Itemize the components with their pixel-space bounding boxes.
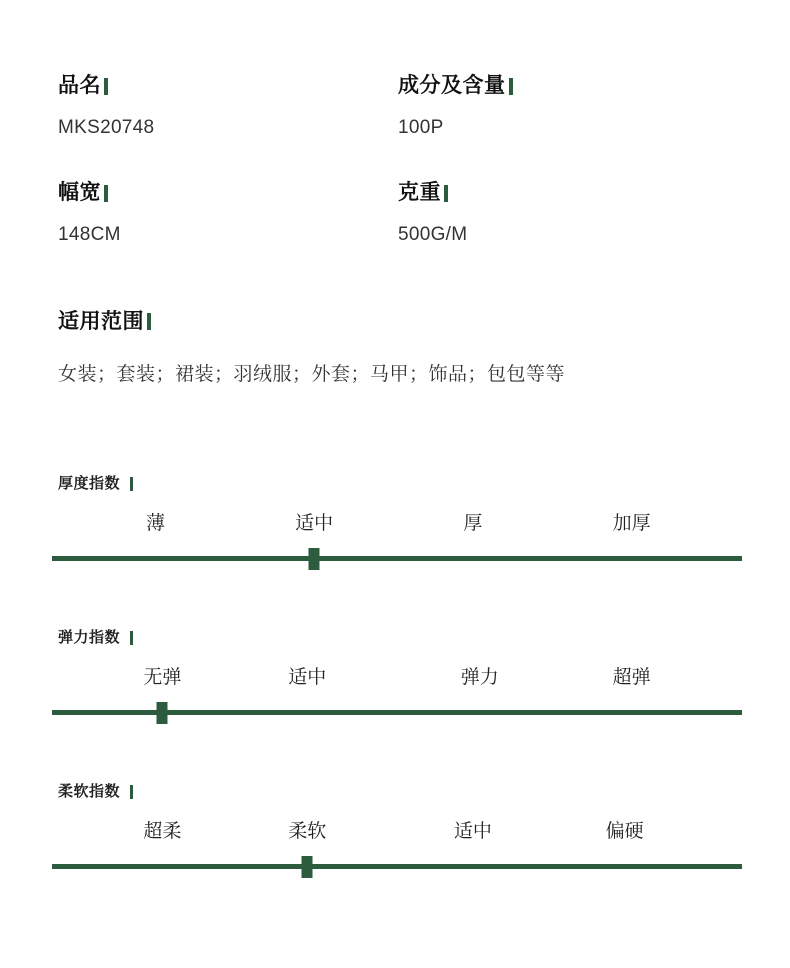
scale-labels [52, 662, 742, 696]
spec-row [58, 179, 738, 248]
scale-marker[interactable] [157, 702, 168, 724]
scale-option[interactable]: 厚 [463, 513, 483, 534]
spec-label [398, 179, 738, 206]
spec-cell-composition [398, 72, 738, 141]
spec-value: 148CM [58, 224, 121, 246]
accent-bar-icon [104, 185, 108, 202]
scale-option[interactable]: 适中 [288, 667, 327, 688]
index-scale [52, 662, 742, 742]
index-scale [52, 816, 742, 896]
spec-value: 500G/M [398, 224, 468, 246]
spec-label-text: 成分及含量 [398, 74, 506, 97]
spec-label [58, 179, 398, 206]
spec-grid [58, 72, 738, 286]
scale-option[interactable]: 薄 [145, 513, 166, 534]
scale-track[interactable] [52, 556, 742, 561]
scale-option[interactable]: 适中 [295, 513, 334, 534]
spec-label-text: 克重 [398, 180, 441, 204]
spec-cell-name [58, 72, 398, 141]
index-sections [0, 462, 790, 924]
usage-text: 女装；套装；裙装；羽绒服；外套；马甲；饰品；包包等等 [58, 364, 566, 385]
index-title-text: 柔软指数 [58, 783, 121, 800]
scale-option[interactable]: 偏硬 [605, 821, 644, 842]
accent-bar-icon [130, 477, 133, 491]
index-block-softness [0, 770, 790, 924]
index-title [58, 472, 133, 493]
usage-label [58, 305, 758, 335]
index-block-elasticity [0, 616, 790, 770]
scale-marker[interactable] [302, 856, 313, 878]
spec-cell-weight [398, 179, 738, 248]
scale-option[interactable]: 无弹 [143, 667, 182, 688]
scale-marker[interactable] [309, 548, 320, 570]
index-title [58, 780, 133, 801]
accent-bar-icon [509, 78, 513, 95]
accent-bar-icon [130, 631, 133, 645]
scale-option[interactable]: 超柔 [143, 821, 182, 842]
spec-label-text: 品名 [58, 74, 101, 97]
scale-option[interactable]: 柔软 [288, 821, 327, 842]
accent-bar-icon [147, 313, 151, 330]
spec-value: MKS20748 [58, 117, 155, 139]
index-scale [52, 508, 742, 588]
scale-option[interactable]: 加厚 [612, 513, 651, 534]
spec-label [398, 72, 738, 99]
usage-section [58, 305, 758, 386]
scale-labels [52, 816, 742, 850]
scale-option[interactable]: 适中 [453, 821, 492, 842]
spec-label [58, 72, 398, 99]
spec-cell-width [58, 179, 398, 248]
accent-bar-icon [444, 185, 448, 202]
index-title [58, 626, 133, 647]
scale-option[interactable]: 弹力 [460, 667, 499, 688]
spec-row [58, 72, 738, 141]
scale-labels [52, 508, 742, 542]
scale-track[interactable] [52, 710, 742, 715]
spec-value: 100P [398, 117, 444, 139]
accent-bar-icon [104, 78, 108, 95]
scale-track[interactable] [52, 864, 742, 869]
scale-option[interactable]: 超弹 [612, 667, 651, 688]
index-title-text: 厚度指数 [58, 475, 121, 492]
spec-label-text: 幅宽 [58, 180, 101, 204]
index-title-text: 弹力指数 [58, 629, 121, 646]
usage-label-text: 适用范围 [58, 310, 144, 333]
accent-bar-icon [130, 785, 133, 799]
index-block-thickness [0, 462, 790, 616]
